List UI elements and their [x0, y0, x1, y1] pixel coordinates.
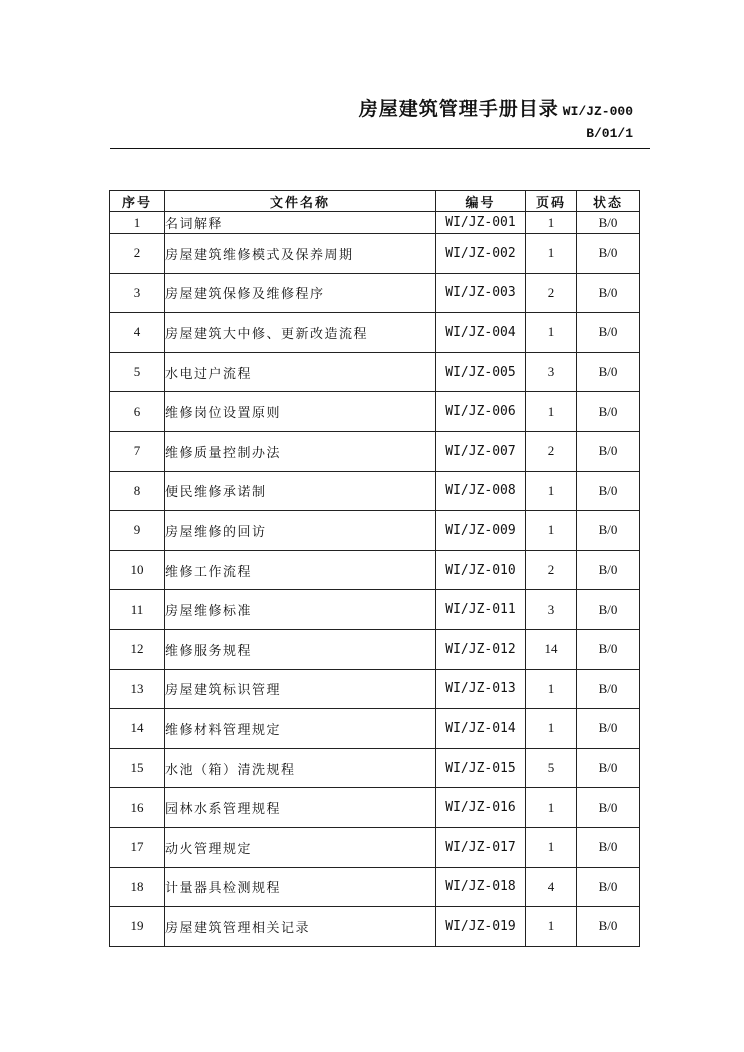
row-number: 9	[110, 511, 165, 551]
status-cell: B/0	[577, 212, 640, 234]
page-count: 1	[526, 511, 577, 551]
row-number: 1	[110, 212, 165, 234]
page-count: 5	[526, 748, 577, 788]
row-number: 10	[110, 550, 165, 590]
status-cell: B/0	[577, 273, 640, 313]
status-cell: B/0	[577, 234, 640, 274]
row-number: 3	[110, 273, 165, 313]
status-cell: B/0	[577, 352, 640, 392]
document-code-cell: WI/JZ-012	[436, 629, 526, 669]
document-code: WI/JZ-000	[562, 104, 633, 119]
table-row	[110, 471, 640, 511]
page-count: 2	[526, 431, 577, 471]
row-number: 17	[110, 827, 165, 867]
status-cell: B/0	[577, 788, 640, 828]
status-cell: B/0	[577, 907, 640, 947]
table-row	[110, 709, 640, 749]
table-row	[110, 212, 640, 234]
status-cell: B/0	[577, 550, 640, 590]
document-name: 水电过户流程	[165, 352, 436, 392]
table-row	[110, 590, 640, 630]
table-row	[110, 827, 640, 867]
row-number: 4	[110, 313, 165, 353]
document-name: 房屋建筑管理相关记录	[165, 907, 436, 947]
document-name: 维修服务规程	[165, 629, 436, 669]
status-cell: B/0	[577, 629, 640, 669]
document-code-cell: WI/JZ-016	[436, 788, 526, 828]
document-name: 房屋建筑维修模式及保养周期	[165, 234, 436, 274]
document-name: 计量器具检测规程	[165, 867, 436, 907]
document-name: 房屋建筑大中修、更新改造流程	[165, 313, 436, 353]
status-cell: B/0	[577, 827, 640, 867]
document-code-cell: WI/JZ-019	[436, 907, 526, 947]
page-count: 1	[526, 212, 577, 234]
table-row	[110, 907, 640, 947]
document-code-cell: WI/JZ-008	[436, 471, 526, 511]
row-number: 5	[110, 352, 165, 392]
document-name: 水池（箱）清洗规程	[165, 748, 436, 788]
column-header-code: 编号	[436, 191, 526, 212]
document-name: 房屋建筑标识管理	[165, 669, 436, 709]
page-count: 4	[526, 867, 577, 907]
status-cell: B/0	[577, 511, 640, 551]
document-code-cell: WI/JZ-003	[436, 273, 526, 313]
status-cell: B/0	[577, 392, 640, 432]
page-count: 2	[526, 550, 577, 590]
page-count: 3	[526, 590, 577, 630]
document-version: B/01/1	[586, 126, 633, 141]
status-cell: B/0	[577, 590, 640, 630]
row-number: 8	[110, 471, 165, 511]
document-name: 维修工作流程	[165, 550, 436, 590]
page-count: 1	[526, 313, 577, 353]
table-row	[110, 392, 640, 432]
document-name: 便民维修承诺制	[165, 471, 436, 511]
row-number: 15	[110, 748, 165, 788]
table-row	[110, 352, 640, 392]
table-row	[110, 867, 640, 907]
page-count: 14	[526, 629, 577, 669]
table-row	[110, 629, 640, 669]
row-number: 7	[110, 431, 165, 471]
column-header-name: 文件名称	[165, 191, 436, 212]
document-code-cell: WI/JZ-010	[436, 550, 526, 590]
page-count: 1	[526, 669, 577, 709]
row-number: 16	[110, 788, 165, 828]
column-header-pages: 页码	[526, 191, 577, 212]
table-of-contents	[109, 190, 640, 947]
column-header-number: 序号	[110, 191, 165, 212]
page-count: 1	[526, 392, 577, 432]
document-name: 维修岗位设置原则	[165, 392, 436, 432]
document-code-cell: WI/JZ-004	[436, 313, 526, 353]
table-row	[110, 669, 640, 709]
status-cell: B/0	[577, 748, 640, 788]
status-cell: B/0	[577, 867, 640, 907]
table-row	[110, 313, 640, 353]
document-title: 房屋建筑管理手册目录	[358, 98, 559, 120]
document-code-cell: WI/JZ-001	[436, 212, 526, 234]
page-count: 1	[526, 788, 577, 828]
page-count: 2	[526, 273, 577, 313]
table-row	[110, 431, 640, 471]
page-count: 1	[526, 234, 577, 274]
column-header-status: 状态	[577, 191, 640, 212]
table-header-row	[110, 191, 640, 212]
document-code-cell: WI/JZ-014	[436, 709, 526, 749]
row-number: 2	[110, 234, 165, 274]
header-divider	[110, 148, 650, 149]
document-code-cell: WI/JZ-018	[436, 867, 526, 907]
status-cell: B/0	[577, 471, 640, 511]
document-name: 动火管理规定	[165, 827, 436, 867]
document-name: 维修质量控制办法	[165, 431, 436, 471]
document-header	[0, 94, 633, 121]
row-number: 12	[110, 629, 165, 669]
row-number: 6	[110, 392, 165, 432]
table-body	[110, 212, 640, 947]
page-count: 1	[526, 709, 577, 749]
document-name: 名词解释	[165, 212, 436, 234]
row-number: 13	[110, 669, 165, 709]
document-code-cell: WI/JZ-005	[436, 352, 526, 392]
page-count: 1	[526, 907, 577, 947]
status-cell: B/0	[577, 431, 640, 471]
document-name: 房屋维修的回访	[165, 511, 436, 551]
table-row	[110, 273, 640, 313]
document-code-cell: WI/JZ-017	[436, 827, 526, 867]
document-code-cell: WI/JZ-007	[436, 431, 526, 471]
row-number: 14	[110, 709, 165, 749]
row-number: 11	[110, 590, 165, 630]
document-code-cell: WI/JZ-006	[436, 392, 526, 432]
document-name: 园林水系管理规程	[165, 788, 436, 828]
document-code-cell: WI/JZ-015	[436, 748, 526, 788]
table-row	[110, 748, 640, 788]
table-row	[110, 788, 640, 828]
page-count: 1	[526, 827, 577, 867]
row-number: 19	[110, 907, 165, 947]
document-code-cell: WI/JZ-002	[436, 234, 526, 274]
table-row	[110, 234, 640, 274]
table-row	[110, 511, 640, 551]
document-code-cell: WI/JZ-011	[436, 590, 526, 630]
document-name: 房屋维修标准	[165, 590, 436, 630]
row-number: 18	[110, 867, 165, 907]
status-cell: B/0	[577, 669, 640, 709]
status-cell: B/0	[577, 709, 640, 749]
document-code-cell: WI/JZ-013	[436, 669, 526, 709]
document-name: 维修材料管理规定	[165, 709, 436, 749]
table-row	[110, 550, 640, 590]
status-cell: B/0	[577, 313, 640, 353]
page-count: 1	[526, 471, 577, 511]
page-count: 3	[526, 352, 577, 392]
document-name: 房屋建筑保修及维修程序	[165, 273, 436, 313]
document-code-cell: WI/JZ-009	[436, 511, 526, 551]
